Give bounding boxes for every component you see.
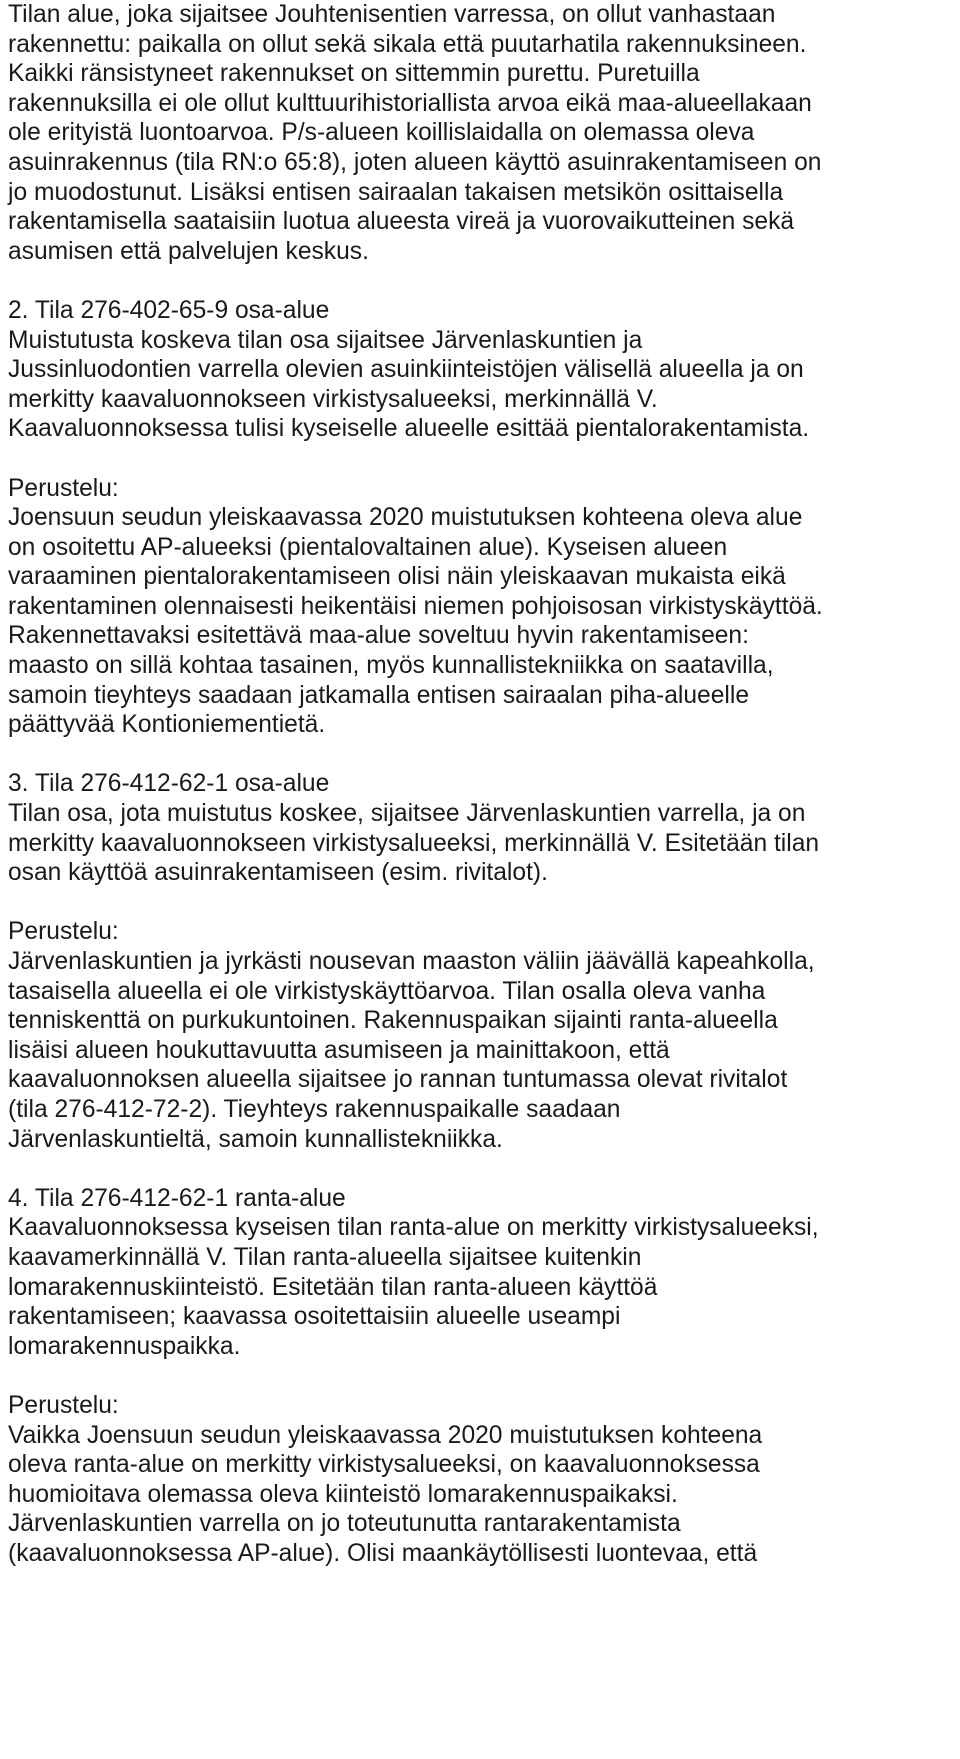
text-line: oleva ranta-alue on merkitty virkistysalueeksi, on kaavaluonnoksessa <box>8 1451 760 1479</box>
text-line: Järvenlaskuntieltä, samoin kunnallistekniikka. <box>8 1125 503 1153</box>
text-line: rakentamisella saataisiin luotua alueesta vireä ja vuorovaikutteinen sekä <box>8 208 795 236</box>
text-line: Muistutusta koskeva tilan osa sijaitsee Järvenlaskuntien ja <box>8 326 643 354</box>
section-3 <box>8 769 953 887</box>
text-line: merkitty kaavaluonnokseen virkistysalueeksi, merkinnällä V. Esitetään tilan <box>8 829 820 857</box>
text-line: rakennettu: paikalla on ollut sekä sikala että puutarhatila rakennuksineen. <box>8 30 807 58</box>
text-line: Joensuun seudun yleiskaavassa 2020 muistutuksen kohteena oleva alue <box>8 504 803 532</box>
perustelu-label: Perustelu: <box>8 918 119 946</box>
paragraph-spacer <box>8 1154 953 1184</box>
section-2 <box>8 296 953 444</box>
paragraph-spacer <box>8 740 953 770</box>
text-line: kaavaluonnoksen alueella sijaitsee jo rannan tuntumassa olevat rivitalot <box>8 1066 788 1094</box>
text-line: Tilan alue, joka sijaitsee Jouhtenisentien varressa, on ollut vanhastaan <box>8 1 776 28</box>
document-page <box>8 0 953 1568</box>
paragraph-spacer <box>8 444 953 474</box>
text-line: asuinrakennus (tila RN:o 65:8), joten alueen käyttö asuinrakentamiseen on <box>8 148 822 176</box>
text-line: ole erityistä luontoarvoa. P/s-alueen koillislaidalla on olemassa oleva <box>8 119 755 147</box>
text-line: lomarakennuspaikka. <box>8 1332 241 1360</box>
text-line: Tilan osa, jota muistutus koskee, sijaitsee Järvenlaskuntien varrella, ja on <box>8 800 806 828</box>
text-line: Rakennettavaksi esitettävä maa-alue soveltuu hyvin rakentamiseen: <box>8 622 749 650</box>
text-line: lisäisi alueen houkuttavuutta asumiseen ja mainittakoon, että <box>8 1036 670 1064</box>
text-line: kaavamerkinnällä V. Tilan ranta-alueella sijaitsee kuitenkin <box>8 1243 642 1271</box>
text-line: huomioitava olemassa oleva kiinteistö lomarakennuspaikaksi. <box>8 1480 678 1508</box>
paragraph-spacer <box>8 266 953 296</box>
section-3-perustelu <box>8 917 953 1154</box>
section-heading: 3. Tila 276-412-62-1 osa-alue <box>8 770 330 798</box>
text-line: on osoitettu AP-alueeksi (pientalovaltainen alue). Kyseisen alueen <box>8 533 728 561</box>
text-line: Kaavaluonnoksessa kyseisen tilan ranta-alue on merkitty virkistysalueeksi, <box>8 1214 819 1242</box>
text-line: Jussinluodontien varrella olevien asuinkiinteistöjen välisellä alueella ja on <box>8 356 804 384</box>
text-line: rakentamiseen; kaavassa osoitettaisiin alueelle useampi <box>8 1303 621 1331</box>
text-line: Järvenlaskuntien ja jyrkästi nousevan maaston väliin jäävällä kapeahkolla, <box>8 948 815 975</box>
text-line: jo muodostunut. Lisäksi entisen sairaalan takaisen metsikön osittaisella <box>8 178 784 206</box>
text-line: maasto on sillä kohtaa tasainen, myös kunnallistekniikka on saatavilla, <box>8 652 774 680</box>
text-line: Kaavaluonnoksessa tulisi kyseiselle alueelle esittää pientalorakentamista. <box>8 415 810 443</box>
text-line: osan käyttöä asuinrakentamiseen (esim. rivitalot). <box>8 859 548 887</box>
section-heading: 2. Tila 276-402-65-9 osa-alue <box>8 296 330 324</box>
perustelu-label: Perustelu: <box>8 1391 119 1419</box>
text-line: Kaikki ränsistyneet rakennukset on sittemmin purettu. Puretuilla <box>8 60 700 88</box>
section-4 <box>8 1184 953 1362</box>
text-line: varaaminen pientalorakentamiseen olisi näin yleiskaavan mukaista eikä <box>8 563 786 591</box>
text-line: päättyvää Kontioniementietä. <box>8 711 326 739</box>
text-line: asumisen että palvelujen keskus. <box>8 237 369 265</box>
text-line: rakennuksilla ei ole ollut kulttuurihistoriallista arvoa eikä maa-alueellakaan <box>8 89 812 117</box>
text-line: samoin tieyhteys saadaan jatkamalla entisen sairaalan piha-alueelle <box>8 681 749 709</box>
section-heading: 4. Tila 276-412-62-1 ranta-alue <box>8 1184 346 1212</box>
paragraph-spacer <box>8 888 953 918</box>
text-line: (tila 276-412-72-2). Tieyhteys rakennuspaikalle saadaan <box>8 1095 621 1123</box>
section-4-perustelu <box>8 1391 953 1569</box>
text-line: merkitty kaavaluonnokseen virkistysalueeksi, merkinnällä V. <box>8 385 658 413</box>
text-line: (kaavaluonnoksessa AP-alue). Olisi maankäytöllisesti luontevaa, että <box>8 1539 758 1567</box>
text-line: tenniskenttä on purkukuntoinen. Rakennuspaikan sijainti ranta-alueella <box>8 1007 778 1035</box>
paragraph-spacer <box>8 1361 953 1391</box>
text-line: Vaikka Joensuun seudun yleiskaavassa 2020 muistutuksen kohteena <box>8 1421 763 1449</box>
intro-paragraph <box>8 0 953 266</box>
text-line: rakentaminen olennaisesti heikentäisi niemen pohjoisosan virkistyskäyttöä. <box>8 592 823 620</box>
text-line: lomarakennuskiinteistö. Esitetään tilan ranta-alueen käyttöä <box>8 1273 658 1301</box>
perustelu-label: Perustelu: <box>8 474 119 502</box>
section-2-perustelu <box>8 474 953 740</box>
text-line: tasaisella alueella ei ole virkistyskäyttöarvoa. Tilan osalla oleva vanha <box>8 977 766 1005</box>
text-line: Järvenlaskuntien varrella on jo toteutunutta rantarakentamista <box>8 1510 681 1538</box>
